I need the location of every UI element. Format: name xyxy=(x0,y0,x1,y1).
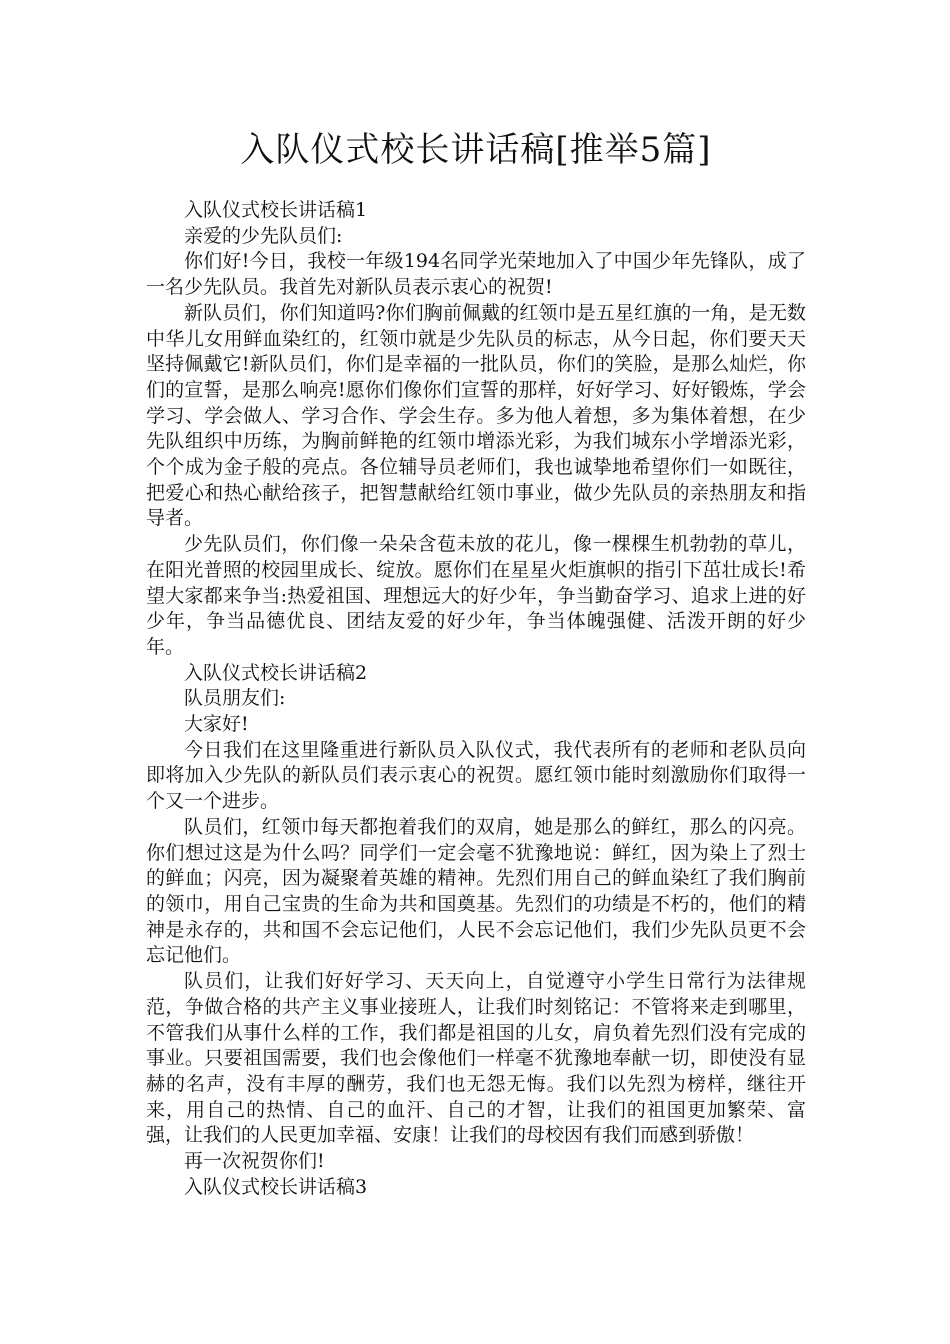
greeting: 大家好! xyxy=(184,713,249,736)
document-body xyxy=(146,198,806,1200)
paragraph: 队员们，让我们好好学习、天天向上，自觉遵守小学生日常行为法律规范，争做合格的共产主义事业接班人，让我们时刻铭记：不管将来走到哪里，不管我们从事什么样的工作，我们都是祖国的儿女，肩负着先烈们没有完成的事业。只要祖国需要，我们也会像他们一样毫不犹豫地奉献一切，即使没有显赫的名声，没有丰厚的酬劳，我们也无怨无悔。我们以先烈为榜样，继往开来，用自己的热情、自己的血汗、自己的才智，让我们的祖国更加繁荣、富强，让我们的人民更加幸福、安康！让我们的母校因有我们而感到骄傲！ xyxy=(146,970,806,1147)
paragraph: 再一次祝贺你们! xyxy=(184,1150,325,1173)
greeting: 亲爱的少先队员们: xyxy=(184,224,343,247)
paragraph: 你们好!今日，我校一年级194名同学光荣地加入了中国少年先锋队，成了一名少先队员。我首先对新队员表示衷心的祝贺! xyxy=(146,250,806,299)
paragraph: 少先队员们，你们像一朵朵含苞未放的花儿，像一棵棵生机勃勃的草儿，在阳光普照的校园里成长、绽放。愿你们在星星火炬旗帜的指引下茁壮成长!希望大家都来争当:热爱祖国、理想远大的好少年，争当勤奋学习、追求上进的好少年，争当品德优良、团结友爱的好少年，争当体魄强健、活泼开朗的好少年。 xyxy=(146,533,806,658)
section-heading-1: 入队仪式校长讲话稿1 xyxy=(184,199,368,221)
paragraph: 今日我们在这里隆重进行新队员入队仪式，我代表所有的老师和老队员向即将加入少先队的新队员们表示衷心的祝贺。愿红领巾能时刻激励你们取得一个又一个进步。 xyxy=(146,738,806,813)
document-page xyxy=(146,0,806,1344)
section-heading-2: 入队仪式校长讲话稿2 xyxy=(184,661,368,684)
paragraph: 新队员们，你们知道吗?你们胸前佩戴的红领巾是五星红旗的一角，是无数中华儿女用鲜血染红的，红领巾就是少先队员的标志，从今日起，你们要天天坚持佩戴它!新队员们，你们是幸福的一批队员，你们的笑脸，是那么灿烂，你们的宣誓，是那么响亮!愿你们像你们宣誓的那样，好好学习、好好锻炼，学会学习、学会做人、学习合作、学会生存。多为他人着想，多为集体着想，在少先队组织中历练，为胸前鲜艳的红领巾增添光彩，为我们城东小学增添光彩，个个成为金子般的亮点。各位辅导员老师们，我也诚挚地希望你们一如既往，把爱心和热心献给孩子，把智慧献给红领巾事业，做少先队员的亲热朋友和指导者。 xyxy=(146,301,806,530)
section-heading-3: 入队仪式校长讲话稿3 xyxy=(184,1175,368,1198)
greeting: 队员朋友们: xyxy=(184,687,286,710)
paragraph: 队员们，红领巾每天都抱着我们的双肩，她是那么的鲜红，那么的闪亮。你们想过这是为什么吗？同学们一定会毫不犹豫地说：鲜红，因为染上了烈士的鲜血；闪亮，因为凝聚着英雄的精神。先烈们用自己的鲜血染红了我们胸前的领巾，用自己宝贵的生命为共和国奠基。先烈们的功绩是不朽的，他们的精神是永存的，共和国不会忘记他们，人民不会忘记他们，我们少先队员更不会忘记他们。 xyxy=(146,815,806,967)
document-title: 入队仪式校长讲话稿[推举5篇] xyxy=(240,130,712,170)
